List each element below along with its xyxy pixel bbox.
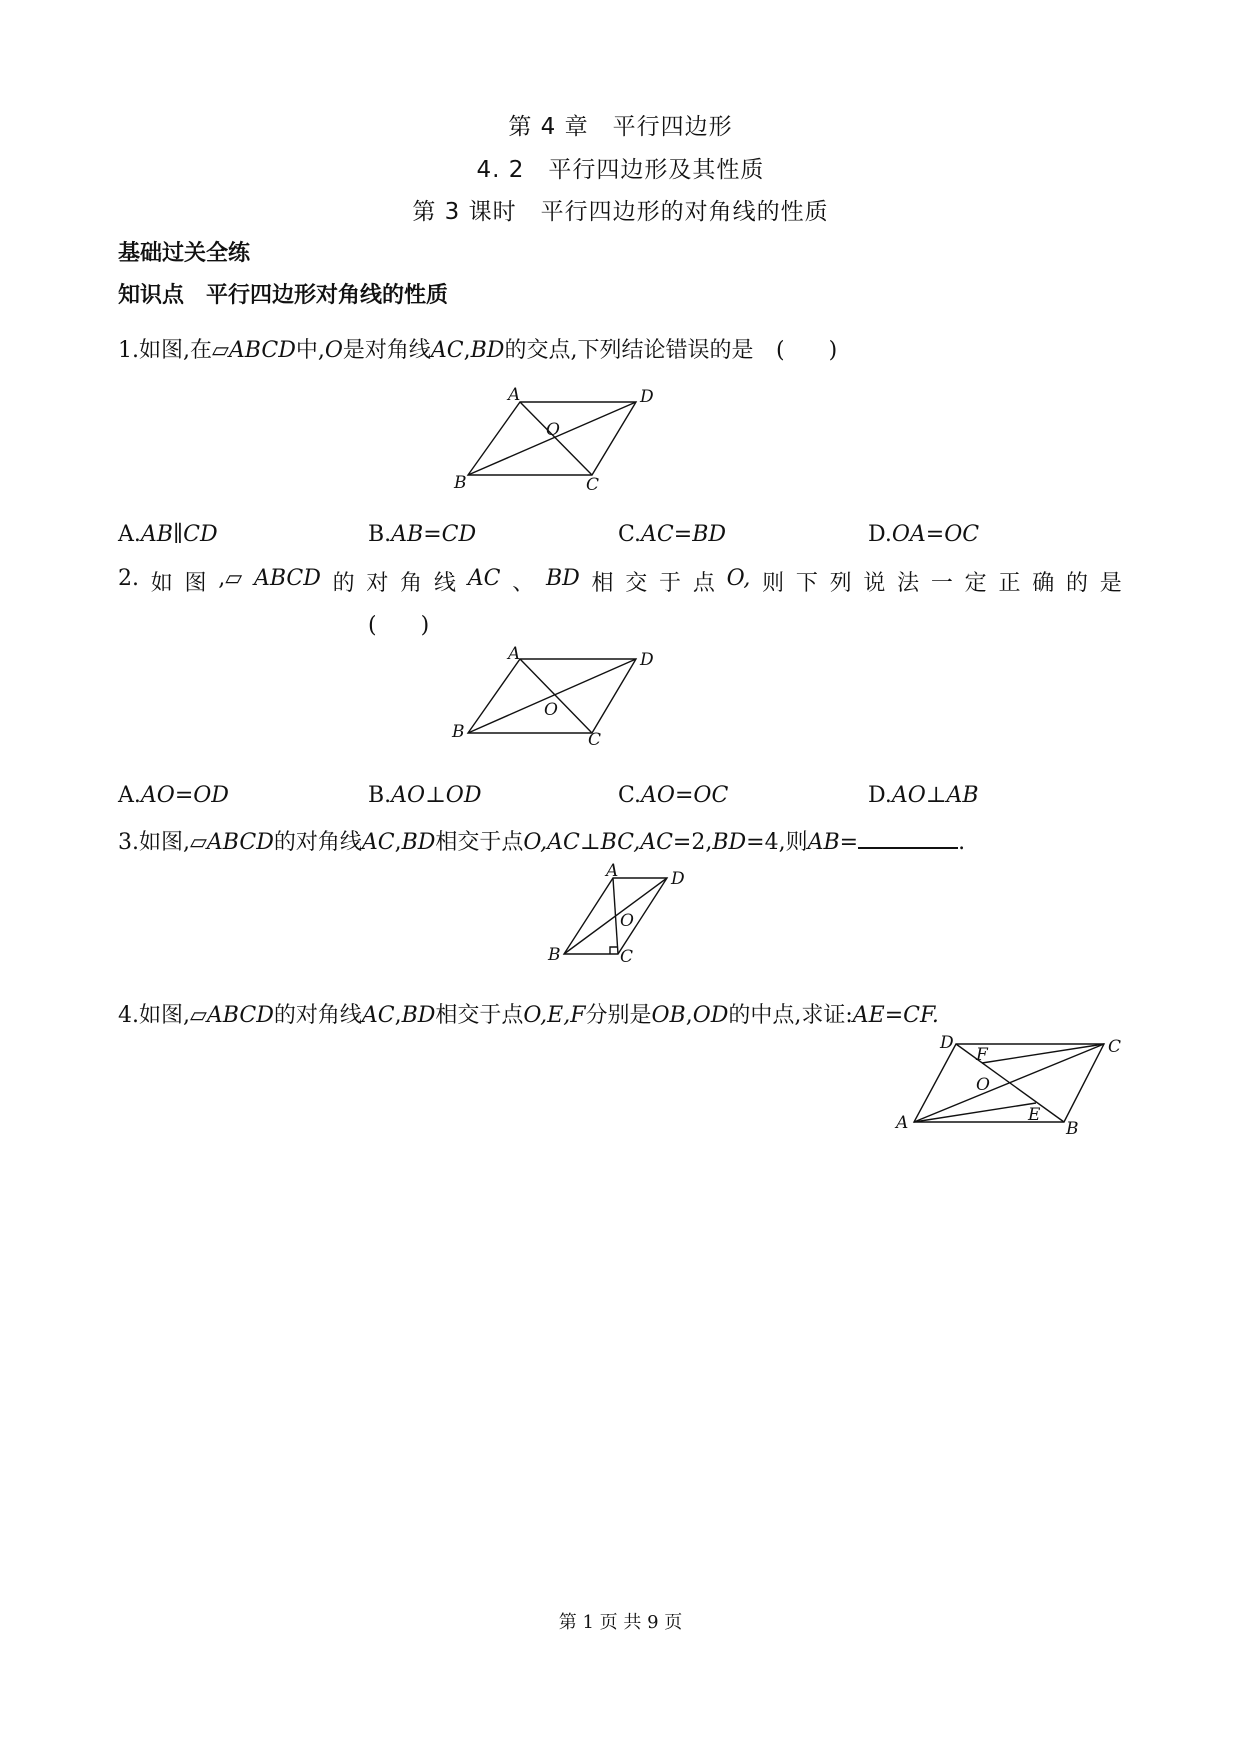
q2-option-c-label: C. [618,783,642,808]
q1-option-b-text: AB=CD [391,522,477,547]
q3-figure [540,860,710,975]
q3-ab: AB [807,830,840,855]
q2-text: 定 [964,571,987,596]
q2-option-b-text: AO⊥OD [391,783,482,808]
q1-label-c: C [586,475,600,495]
q3-text: . [958,830,966,855]
q3-text: =2, [672,830,713,855]
q1-text: 的交点,下列结论错误的是 [504,338,754,363]
q3-label-c: C [620,947,634,967]
q4-text: , [394,1003,402,1028]
q2-text: 于 [659,571,682,596]
chapter-title: 第 4 章 平行四边形 [508,114,733,140]
q4-proof-goal: AE=CF. [852,1003,939,1028]
q2-option-d-text: AO⊥AB [891,783,979,808]
q1-option-c-label: C. [618,522,642,547]
q1-option-b[interactable] [368,522,476,547]
q2-text: 的 [332,571,355,596]
q2-abcd: ABCD [253,566,321,591]
q1-label-d: D [640,387,654,407]
q2-figure [440,645,700,765]
q4-bd: BD [401,1003,436,1028]
q3-answer-blank[interactable] [858,829,958,849]
q1-answer-paren[interactable]: ( ) [776,338,838,363]
q2-text: 2. [118,566,139,591]
q1-text: , [463,338,471,363]
q2-text: 则 [762,571,785,596]
q2-text: 对 [366,571,389,596]
q1-figure [440,380,700,500]
q2-text: 、 [512,571,535,596]
q1-abcd: ABCD [228,338,296,363]
q1-label-b: B [454,473,467,493]
q3-label-d: D [671,869,685,889]
q1-option-a-text: AB∥CD [140,522,218,547]
q1-option-a-label: A. [118,522,141,547]
parallelogram-icon: ▱ [211,338,229,363]
q1-option-d-label: D. [868,522,892,547]
q4-text: 的中点,求证: [728,1003,853,1028]
q3-text: =4,则 [746,830,808,855]
q2-o: O, [726,566,751,591]
q1-bd: BD [470,338,505,363]
lesson-title: 第 3 课时 平行四边形的对角线的性质 [412,199,829,225]
q3-text: = [839,830,859,855]
q4-text: 分别是 [585,1003,652,1028]
q2-label-d: D [640,650,654,670]
q2-text: 的 [1065,571,1088,596]
q3-text: 的对角线 [273,830,362,855]
q2-option-b-label: B. [368,783,392,808]
q1-o: O [324,338,343,363]
q2-text: ,▱ [218,566,243,591]
q2-ac: AC [467,566,501,591]
q1-option-d-text: OA=OC [891,522,980,547]
q3-bd: BD [401,830,436,855]
q1-option-c[interactable] [618,522,726,547]
q1-option-c-text: AC=BD [641,522,727,547]
q2-answer-paren[interactable]: ( ) [368,613,430,638]
q2-text: 如 [150,571,173,596]
page-footer: 第 1 页 共 9 页 [558,1612,683,1633]
q2-text: 相 [591,571,614,596]
q2-label-b: B [452,722,465,742]
question-4 [118,998,939,1029]
q2-diagonal-ac [520,659,592,733]
q2-option-a-label: A. [118,783,141,808]
q2-option-b[interactable] [368,783,481,808]
q1-label-a: A [508,385,521,405]
q2-text: 确 [1032,571,1055,596]
q3-ac: AC [361,830,395,855]
q2-text: 线 [433,571,456,596]
q2-text: 下 [795,571,818,596]
q4-text: 4.如图,▱ [118,1003,207,1028]
q1-text: 1.如图,在 [118,338,212,363]
q4-label-f: F [976,1045,988,1065]
q3-o: O, [523,830,548,855]
section-title: 4. 2 平行四边形及其性质 [476,157,765,183]
q2-text: 法 [897,571,920,596]
q3-diagonal-bd [564,878,667,954]
q2-text: 角 [400,571,423,596]
q4-figure [880,1030,1140,1140]
q4-label-a: A [896,1113,909,1133]
q2-option-a-text: AO=OD [140,783,229,808]
q4-label-e: E [1028,1105,1041,1125]
q4-abcd: ABCD [206,1003,274,1028]
question-3 [118,825,965,856]
q1-option-d[interactable] [868,522,979,547]
q1-label-o: O [546,420,560,440]
q4-label-c: C [1108,1037,1122,1057]
q2-option-d-label: D. [868,783,892,808]
q2-option-d[interactable] [868,783,979,808]
q2-text: 图 [184,571,207,596]
q4-label-d: D [940,1033,954,1053]
q1-ac: AC [430,338,464,363]
q3-text: 3.如图,▱ [118,830,207,855]
q3-condition: AC⊥BC,AC [547,830,673,855]
q3-text: 相交于点 [435,830,524,855]
q2-text: 一 [930,571,953,596]
q2-option-c-text: AO=OC [641,783,729,808]
q2-text: 点 [692,571,715,596]
q4-od: OD [692,1003,729,1028]
q3-bd: BD [712,830,747,855]
q1-option-b-label: B. [368,522,392,547]
q2-text: 列 [829,571,852,596]
q4-segment-cf [982,1044,1104,1063]
q2-option-c[interactable] [618,783,728,808]
q4-text: 的对角线 [273,1003,362,1028]
q4-diagonal-bd [956,1044,1064,1122]
q3-label-b: B [548,945,561,965]
q2-text: 正 [998,571,1021,596]
q3-label-a: A [606,861,619,881]
q4-segment-ae [914,1103,1036,1122]
question-2 [118,566,1122,597]
q2-label-a: A [508,645,521,664]
q4-label-b: B [1066,1119,1079,1139]
q2-text: 是 [1099,571,1122,596]
q3-abcd: ABCD [206,830,274,855]
q2-label-o: O [544,700,558,720]
q4-text: 相交于点 [435,1003,524,1028]
q4-oef: O,E,F [523,1003,586,1028]
q3-label-o: O [620,911,634,931]
q4-text: , [685,1003,693,1028]
q2-option-a[interactable] [118,783,229,808]
q3-text: , [394,830,402,855]
q1-text: 中, [295,338,325,363]
q1-text: 是对角线 [342,338,431,363]
q2-text: 交 [625,571,648,596]
q4-ac: AC [361,1003,395,1028]
knowledge-point: 知识点 平行四边形对角线的性质 [118,283,449,308]
q2-bd: BD [545,566,580,591]
q1-option-a[interactable] [118,522,218,547]
q2-label-c: C [588,730,602,750]
q4-ob: OB [651,1003,686,1028]
practice-title: 基础过关全练 [118,241,251,266]
q4-label-o: O [976,1075,990,1095]
q2-text: 说 [863,571,886,596]
question-1 [118,333,753,364]
q3-right-angle-mark [610,947,617,954]
